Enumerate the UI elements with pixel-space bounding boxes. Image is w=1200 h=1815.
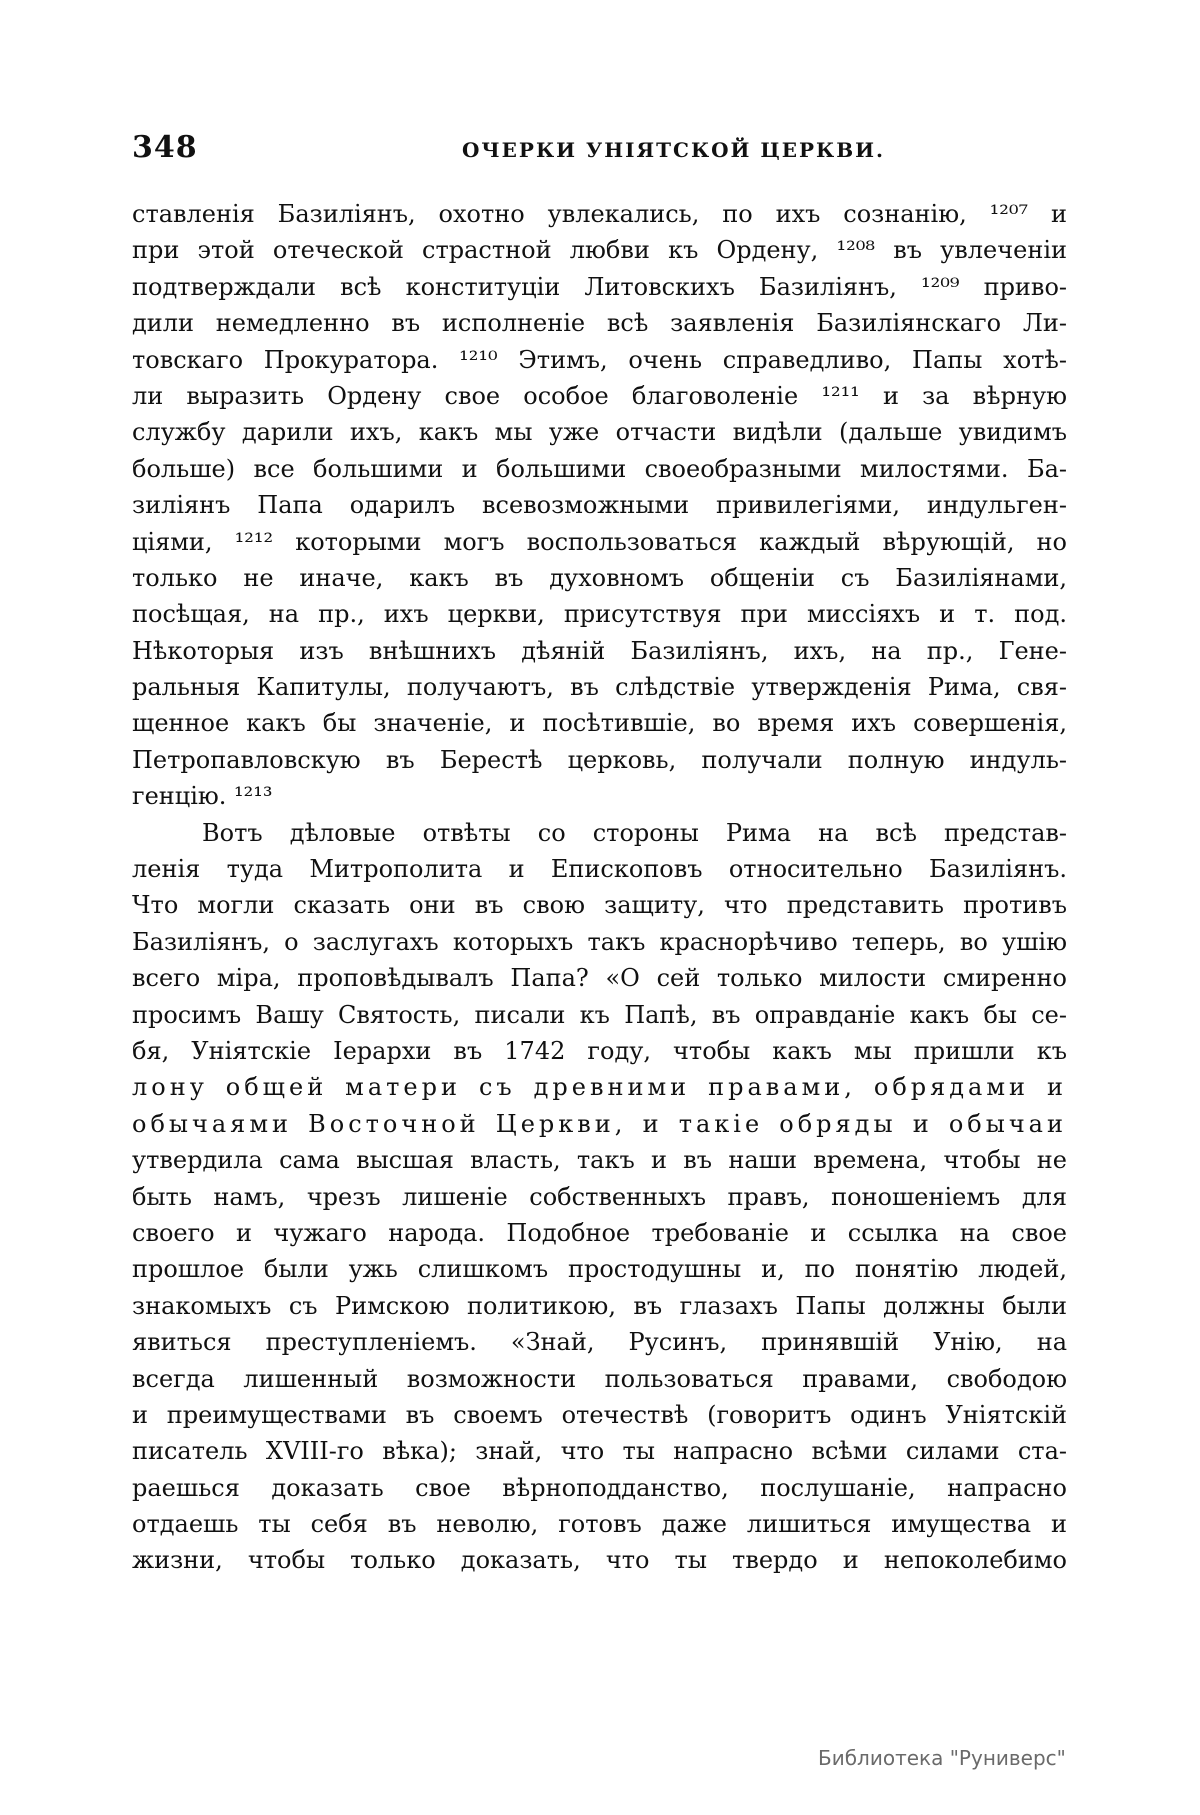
text-line: знакомыхъ съ Римскою политикою, въ глазахъ Папы должны были [132, 1291, 1067, 1320]
text-line: ставленія Базиліянъ, охотно увлекались, по ихъ сознанію, ¹²⁰⁷ и [132, 200, 1067, 228]
page-number: 348 [132, 130, 198, 165]
text-line: только не иначе, какъ въ духовномъ общеніи съ Базиліянами, [132, 563, 1067, 592]
text-line: прошлое были ужь слишкомъ простодушны и, по понятію людей, [132, 1255, 1067, 1284]
text-line: щенное какъ бы значеніе, и посѣтившіе, во время ихъ совершенія, [132, 709, 1067, 738]
page-header [132, 130, 1067, 166]
text-line: товскаго Прокуратора. ¹²¹⁰ Этимъ, очень справедливо, Папы хотѣ- [132, 345, 1067, 374]
text-line: зиліянъ Папа одарилъ всевозможными привилегіями, индульген- [132, 491, 1067, 520]
text-line: подтверждали всѣ конституціи Литовскихъ Базиліянъ, ¹²⁰⁹ приво- [132, 272, 1067, 301]
text-line: явиться преступленіемъ. «Знай, Русинъ, принявшій Унію, на [132, 1328, 1067, 1357]
text-line: быть намъ, чрезъ лишеніе собственныхъ правъ, поношеніемъ для [132, 1182, 1067, 1211]
text-line: просимъ Вашу Святость, писали къ Папѣ, въ оправданіе какъ бы се- [132, 1000, 1067, 1029]
library-watermark: Библиотека "Руниверс" [818, 1746, 1066, 1770]
text-line: своего и чужаго народа. Подобное требованіе и ссылка на свое [132, 1218, 1067, 1247]
text-line: службу дарили ихъ, какъ мы уже отчасти видѣли (дальше увидимъ [132, 418, 1067, 447]
paragraph-start-line: Вотъ дѣловые отвѣты со стороны Рима на всѣ представ- [202, 818, 1067, 847]
text-line: всего міра, проповѣдывалъ Папа? «О сей только милости смиренно [132, 964, 1067, 993]
text-line: Базиліянъ, о заслугахъ которыхъ такъ краснорѣчиво теперь, во ушію [132, 927, 1067, 956]
text-line: больше) все большими и большими своеобразными милостями. Ба- [132, 454, 1067, 483]
text-line: Что могли сказать они въ свою защиту, что представить противъ [132, 891, 1067, 920]
text-line: дили немедленно въ исполненіе всѣ заявленія Базиліянскаго Ли- [132, 309, 1067, 338]
text-line: ціями, ¹²¹² которыми могъ воспользоваться каждый вѣрующій, но [132, 527, 1067, 556]
text-line: писатель XVIII-го вѣка); знай, что ты напрасно всѣми силами ста- [132, 1437, 1067, 1466]
text-line: ленія туда Митрополита и Епископовъ относительно Базиліянъ. [132, 855, 1067, 884]
paragraph-end-line: генцію. ¹²¹³ [132, 782, 273, 811]
text-line: Петропавловскую въ Берестѣ церковь, получали полную индуль- [132, 745, 1067, 774]
text-line: ли выразить Ордену свое особое благоволеніе ¹²¹¹ и за вѣрную [132, 381, 1067, 410]
running-head: ОЧЕРКИ УНIЯТСКОЙ ЦЕРКВИ. [462, 138, 885, 162]
text-line: раешься доказать свое вѣрноподданство, послушаніе, напрасно [132, 1473, 1067, 1502]
text-line: Нѣкоторыя изъ внѣшнихъ дѣяній Базиліянъ, ихъ, на пр., Гене- [132, 636, 1067, 665]
text-line: жизни, чтобы только доказать, что ты твердо и непоколебимо [132, 1546, 1067, 1575]
text-line-spaced: лону общей матери съ древними правами, обрядами и [132, 1073, 1067, 1102]
text-line: отдаешь ты себя въ неволю, готовъ даже лишиться имущества и [132, 1510, 1067, 1539]
text-body [132, 196, 1067, 1579]
text-line: и преимуществами въ своемъ отечествѣ (говоритъ одинъ Уніятскій [132, 1400, 1067, 1429]
text-line: всегда лишенный возможности пользоваться правами, свободою [132, 1364, 1067, 1393]
text-line: посѣщая, на пр., ихъ церкви, присутствуя при миссіяхъ и т. под. [132, 600, 1067, 629]
text-line: утвердила сама высшая власть, такъ и въ наши времена, чтобы не [132, 1146, 1067, 1175]
text-line: ральныя Капитулы, получаютъ, въ слѣдствіе утвержденія Рима, свя- [132, 673, 1067, 702]
text-line: при этой отеческой страстной любви къ Ордену, ¹²⁰⁸ въ увлеченіи [132, 236, 1067, 265]
text-line-spaced: обычаями Восточной Церкви, и такіе обряды и обычаи [132, 1109, 1067, 1138]
text-line: бя, Уніятскіе Iерархи въ 1742 году, чтобы какъ мы пришли къ [132, 1036, 1067, 1065]
